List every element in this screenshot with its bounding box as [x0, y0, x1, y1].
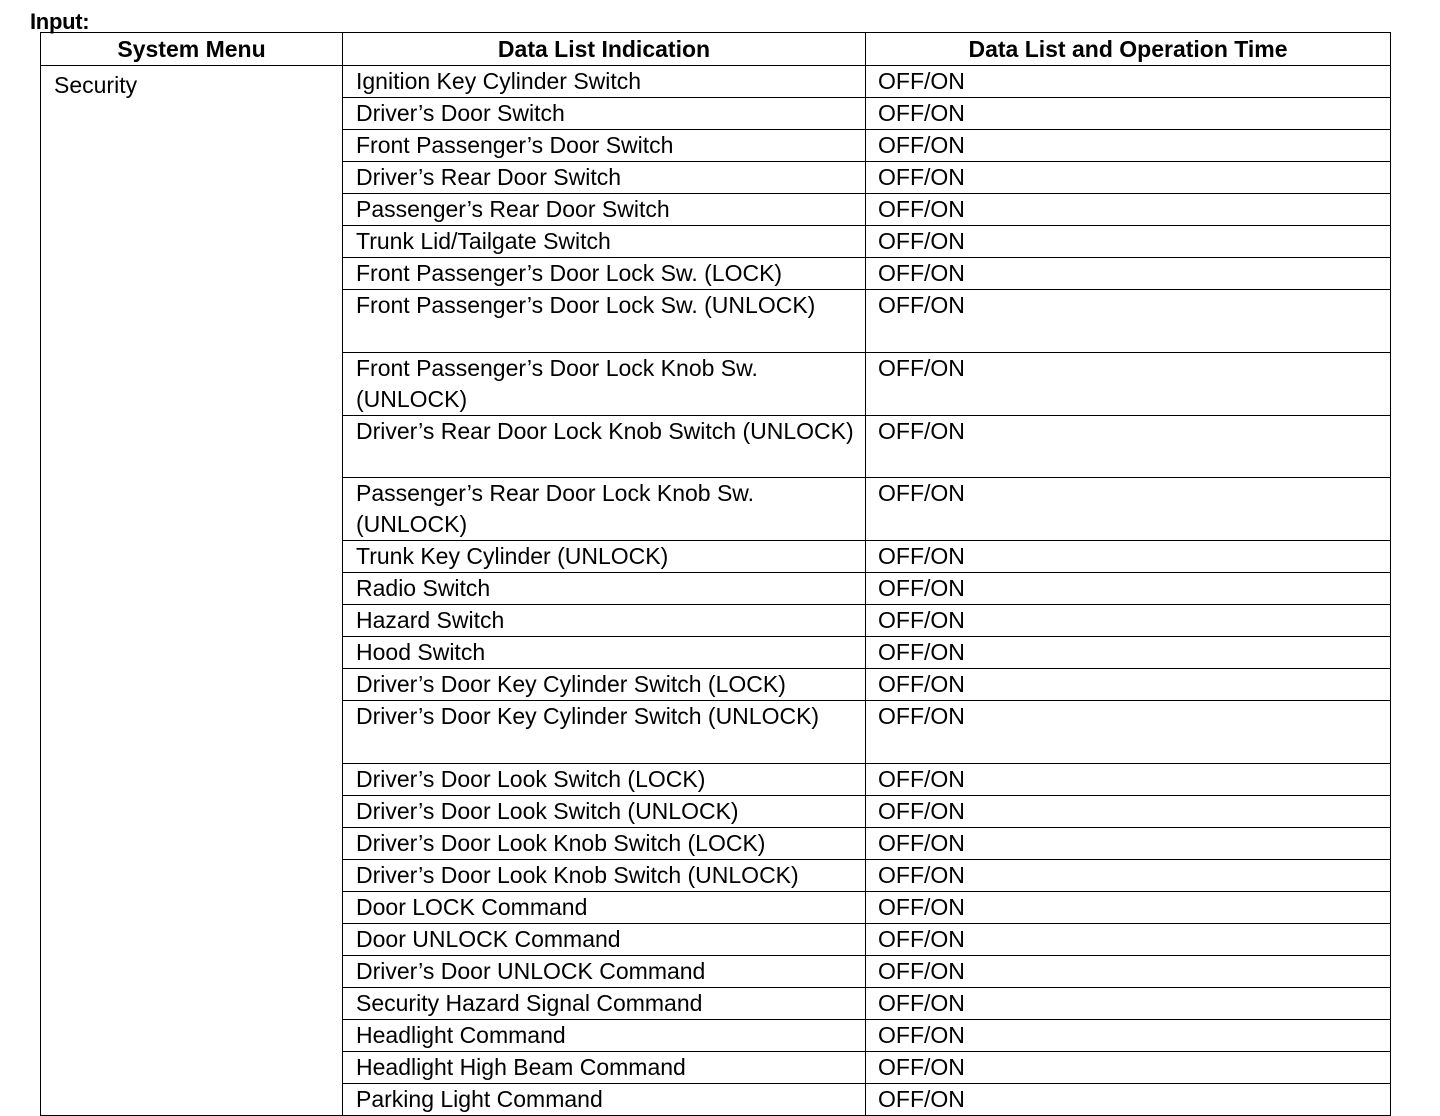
indication-cell: Ignition Key Cylinder Switch [343, 66, 866, 98]
value-cell: OFF/ON [866, 987, 1391, 1019]
value-cell: OFF/ON [866, 226, 1391, 258]
data-list-table [40, 32, 1391, 1116]
system-menu-cell: Security [41, 66, 343, 1116]
page-label: Input: [30, 9, 90, 34]
indication-cell: Driver’s Door Look Knob Switch (UNLOCK) [343, 859, 866, 891]
indication-cell: Trunk Lid/Tailgate Switch [343, 226, 866, 258]
indication-cell: Driver’s Rear Door Lock Knob Switch (UNLOCK) [343, 415, 866, 478]
indication-cell: Front Passenger’s Door Lock Sw. (UNLOCK) [343, 290, 866, 353]
value-cell: OFF/ON [866, 162, 1391, 194]
value-cell: OFF/ON [866, 66, 1391, 98]
value-cell: OFF/ON [866, 258, 1391, 290]
indication-cell: Driver’s Door Switch [343, 98, 866, 130]
indication-cell: Door LOCK Command [343, 891, 866, 923]
indication-cell: Hood Switch [343, 637, 866, 669]
value-cell: OFF/ON [866, 637, 1391, 669]
value-cell: OFF/ON [866, 891, 1391, 923]
indication-cell: Radio Switch [343, 573, 866, 605]
value-cell: OFF/ON [866, 763, 1391, 795]
value-cell: OFF/ON [866, 1051, 1391, 1083]
value-cell: OFF/ON [866, 352, 1391, 415]
indication-cell: Driver’s Door Look Switch (UNLOCK) [343, 795, 866, 827]
indication-cell: Trunk Key Cylinder (UNLOCK) [343, 541, 866, 573]
value-cell: OFF/ON [866, 541, 1391, 573]
header-system-menu: System Menu [41, 33, 343, 66]
value-cell: OFF/ON [866, 669, 1391, 701]
value-cell: OFF/ON [866, 573, 1391, 605]
indication-cell: Front Passenger’s Door Switch [343, 130, 866, 162]
value-cell: OFF/ON [866, 1019, 1391, 1051]
indication-cell: Door UNLOCK Command [343, 923, 866, 955]
indication-cell: Driver’s Rear Door Switch [343, 162, 866, 194]
indication-cell: Front Passenger’s Door Lock Sw. (LOCK) [343, 258, 866, 290]
indication-cell: Driver’s Door Key Cylinder Switch (LOCK) [343, 669, 866, 701]
value-cell: OFF/ON [866, 605, 1391, 637]
value-cell: OFF/ON [866, 923, 1391, 955]
indication-cell: Driver’s Door UNLOCK Command [343, 955, 866, 987]
indication-cell: Passenger’s Rear Door Lock Knob Sw. (UNLOCK) [343, 478, 866, 541]
indication-cell: Driver’s Door Key Cylinder Switch (UNLOCK) [343, 701, 866, 764]
value-cell: OFF/ON [866, 859, 1391, 891]
value-cell: OFF/ON [866, 827, 1391, 859]
header-operation-time: Data List and Operation Time [866, 33, 1391, 66]
indication-cell: Driver’s Door Look Switch (LOCK) [343, 763, 866, 795]
header-row [41, 33, 1391, 66]
value-cell: OFF/ON [866, 795, 1391, 827]
header-data-list-indication: Data List Indication [343, 33, 866, 66]
value-cell: OFF/ON [866, 130, 1391, 162]
value-cell: OFF/ON [866, 415, 1391, 478]
indication-cell: Front Passenger’s Door Lock Knob Sw. (UNLOCK) [343, 352, 866, 415]
value-cell: OFF/ON [866, 701, 1391, 764]
indication-cell: Headlight Command [343, 1019, 866, 1051]
table-row [41, 66, 1391, 98]
value-cell: OFF/ON [866, 98, 1391, 130]
indication-cell: Driver’s Door Look Knob Switch (LOCK) [343, 827, 866, 859]
indication-cell: Hazard Switch [343, 605, 866, 637]
value-cell: OFF/ON [866, 478, 1391, 541]
value-cell: OFF/ON [866, 194, 1391, 226]
indication-cell: Headlight High Beam Command [343, 1051, 866, 1083]
value-cell: OFF/ON [866, 290, 1391, 353]
indication-cell: Security Hazard Signal Command [343, 987, 866, 1019]
indication-cell: Parking Light Command [343, 1083, 866, 1115]
value-cell: OFF/ON [866, 1083, 1391, 1115]
value-cell: OFF/ON [866, 955, 1391, 987]
indication-cell: Passenger’s Rear Door Switch [343, 194, 866, 226]
